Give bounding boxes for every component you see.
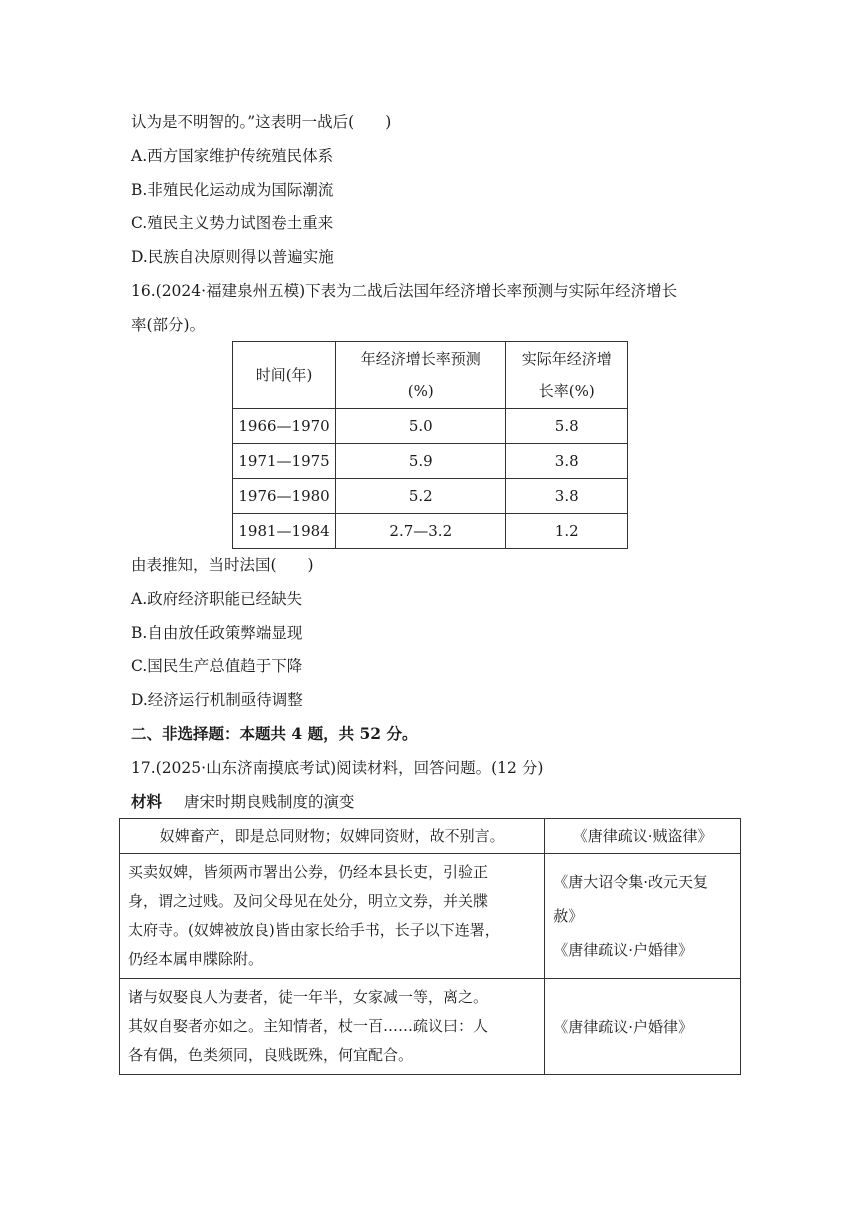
cell-forecast: 2.7—3.2 — [336, 514, 506, 549]
q15-option-c: C.殖民主义势力试图卷土重来 — [131, 214, 334, 232]
cell-period: 1966—1970 — [233, 409, 336, 444]
cell-period: 1971—1975 — [233, 444, 336, 479]
material-source — [545, 979, 741, 1075]
cell-forecast: 5.0 — [336, 409, 506, 444]
table-row — [233, 514, 628, 549]
material-text-line: 身，谓之过贱。及问父母见在处分，明立文券，并关牒 — [128, 892, 489, 910]
q16-question: 由表推知，当时法国( ) — [131, 556, 314, 574]
material-row — [120, 819, 741, 854]
cell-actual: 5.8 — [506, 409, 628, 444]
material-text — [120, 819, 545, 854]
material-text — [120, 854, 545, 979]
material-text-line: 各有偶，色类须同，良贱既殊，何宜配合。 — [128, 1046, 414, 1064]
header-forecast — [336, 342, 506, 409]
q15-stem-tail: 认为是不明智的。”这表明一战后( ) — [131, 113, 392, 131]
table-row — [233, 444, 628, 479]
q16-stem-line2: 率(部分)。 — [131, 316, 206, 334]
q17-material-caption — [131, 792, 355, 812]
material-row — [120, 979, 741, 1075]
q15-option-b: B.非殖民化运动成为国际潮流 — [131, 181, 334, 199]
material-source-line: 《唐律疏议·贼盗律》 — [572, 827, 713, 845]
material-text-line: 奴婢畜产，即是总同财物；奴婢同资财，故不别言。 — [159, 827, 505, 845]
material-title: 唐宋时期良贱制度的演变 — [184, 793, 355, 811]
table-row — [233, 479, 628, 514]
material-text-line: 买卖奴婢，皆须两市署出公券，仍经本县长吏，引验正 — [128, 863, 489, 881]
cell-forecast: 5.2 — [336, 479, 506, 514]
material-source — [545, 854, 741, 979]
section-heading: 二、非选择题：本题共 4 题，共 52 分。 — [131, 724, 418, 743]
header-forecast-line1: 年经济增长率预测 — [360, 350, 481, 368]
q15-option-d: D.民族自决原则得以普遍实施 — [131, 248, 334, 266]
q16-option-b: B.自由放任政策弊端显现 — [131, 624, 303, 642]
material-row — [120, 854, 741, 979]
material-table — [119, 818, 741, 1075]
material-text-line: 其奴自娶者亦如之。主知情者，杖一百……疏议曰：人 — [128, 1017, 489, 1035]
table-row — [233, 409, 628, 444]
material-source-line: 《唐律疏议·户婚律》 — [553, 1017, 693, 1036]
header-forecast-line2: (%) — [407, 382, 434, 400]
q15-option-a: A.西方国家维护传统殖民体系 — [131, 147, 334, 165]
header-actual — [506, 342, 628, 409]
material-source-line: 《唐大诏令集·改元天复 — [553, 873, 708, 891]
material-text-line: 仍经本属申牒除附。 — [128, 950, 264, 968]
material-label: 材料 — [131, 792, 163, 811]
header-period: 时间(年) — [233, 342, 336, 409]
cell-actual: 3.8 — [506, 444, 628, 479]
cell-forecast: 5.9 — [336, 444, 506, 479]
cell-actual: 1.2 — [506, 514, 628, 549]
cell-period: 1981—1984 — [233, 514, 336, 549]
material-source-line: 《唐律疏议·户婚律》 — [553, 941, 693, 959]
table-header-row — [233, 342, 628, 409]
material-text — [120, 979, 545, 1075]
growth-rate-table — [232, 341, 628, 549]
material-text-line: 太府寺。(奴婢被放良)皆由家长给手书，长子以下连署， — [128, 921, 500, 939]
header-actual-line2: 长率(%) — [538, 382, 595, 400]
header-actual-line1: 实际年经济增 — [521, 350, 612, 368]
q16-option-a: A.政府经济职能已经缺失 — [131, 590, 303, 608]
material-source-line: 赦》 — [553, 907, 584, 925]
q16-option-d: D.经济运行机制亟待调整 — [131, 691, 303, 709]
q16-stem-line1: 16.(2024·福建泉州五模)下表为二战后法国年经济增长率预测与实际年经济增长 — [131, 282, 678, 300]
material-text-line: 诸与奴娶良人为妻者，徒一年半，女家减一等，离之。 — [128, 988, 489, 1006]
material-source — [545, 819, 741, 854]
q16-option-c: C.国民生产总值趋于下降 — [131, 657, 303, 675]
cell-period: 1976—1980 — [233, 479, 336, 514]
q17-stem: 17.(2025·山东济南摸底考试)阅读材料，回答问题。(12 分) — [131, 759, 544, 777]
cell-actual: 3.8 — [506, 479, 628, 514]
